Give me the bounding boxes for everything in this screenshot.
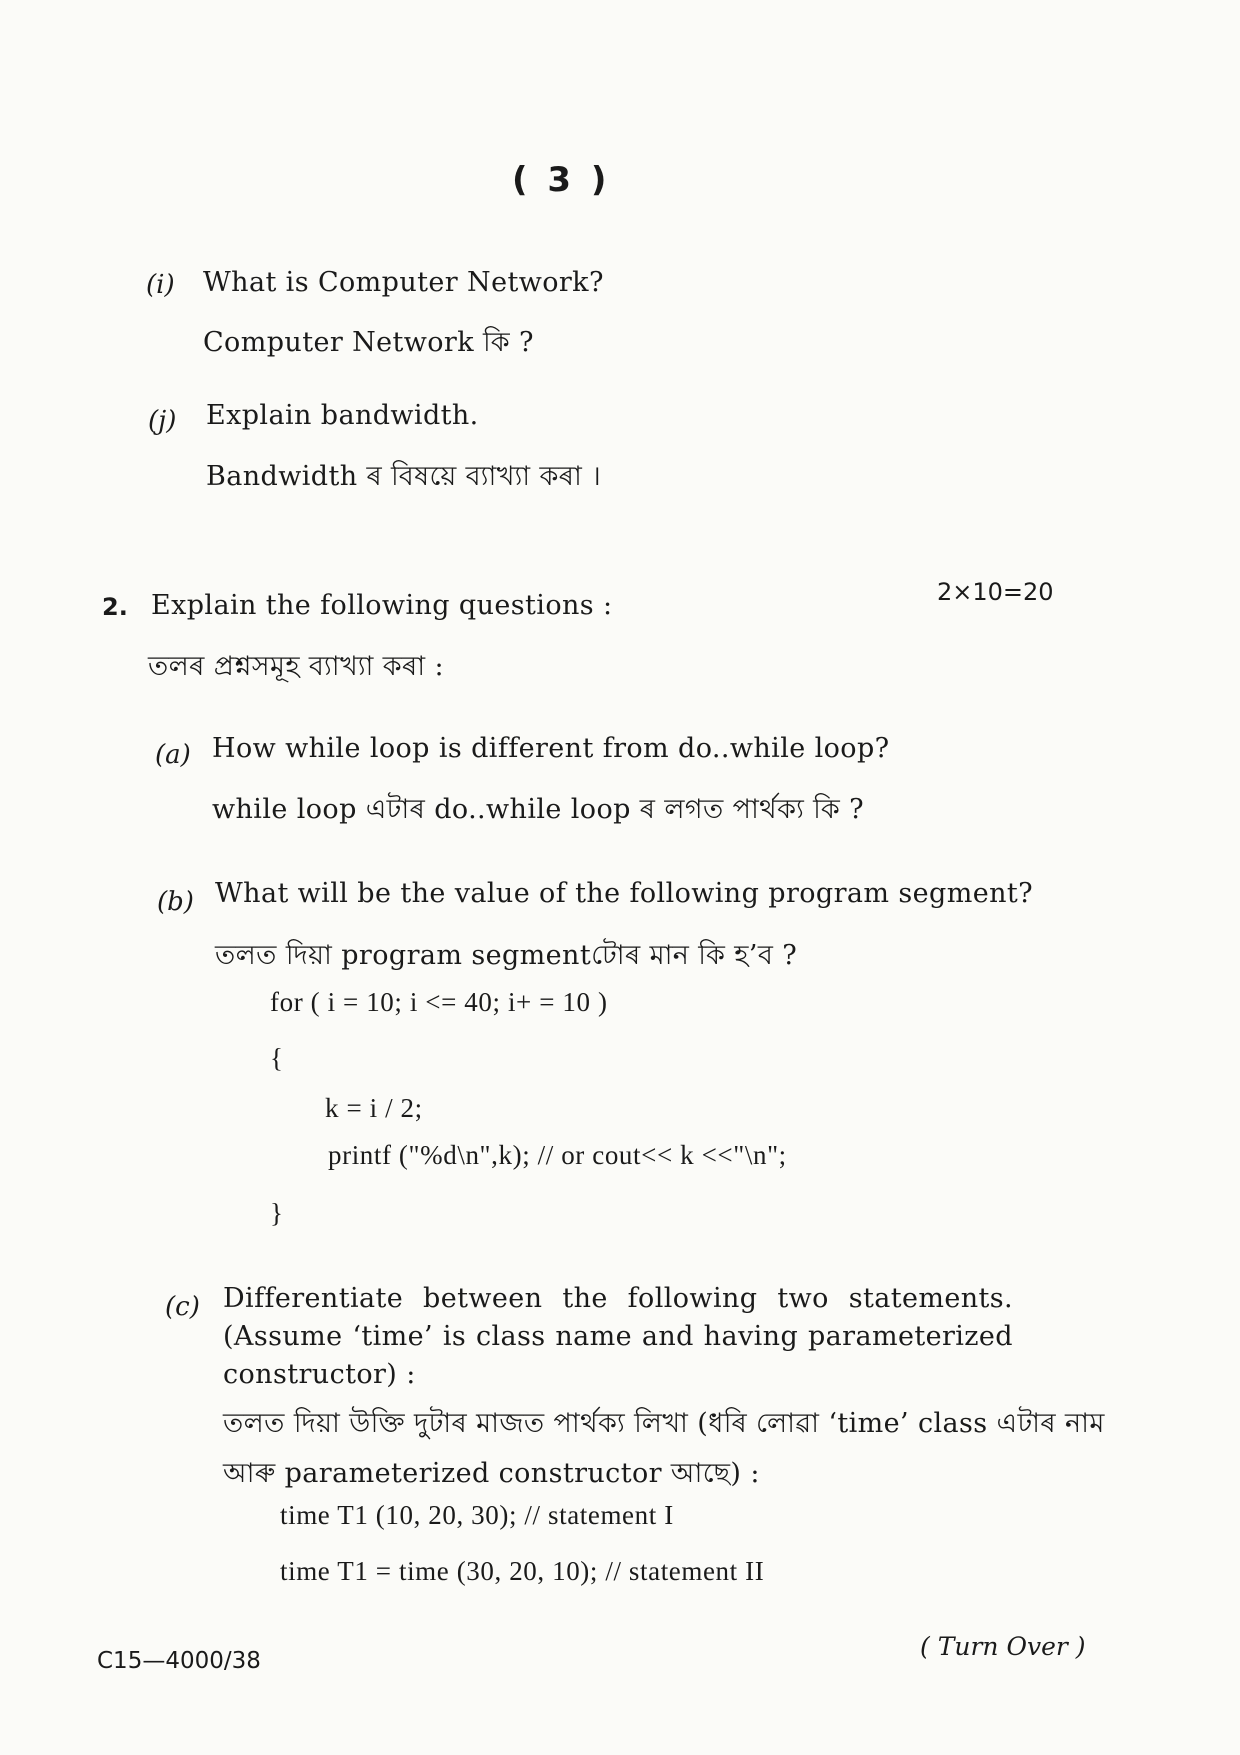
- question-number-2: 2.: [102, 593, 128, 621]
- statement-2: time T1 = time (30, 20, 10); // statement II: [280, 1556, 765, 1586]
- page-number: ( 3 ): [512, 160, 611, 200]
- question-a-assamese: while loop এটাৰ do..while loop ৰ লগত পাৰ্থক্য কি ?: [212, 794, 865, 825]
- code-line: }: [270, 1198, 284, 1228]
- code-line: k = i / 2;: [325, 1093, 423, 1123]
- question-2-title-assamese: তলৰ প্ৰশ্নসমূহ ব্যাখ্যা কৰা :: [148, 651, 444, 682]
- question-c-assamese-line-2: আৰু parameterized constructor আছে) :: [223, 1458, 760, 1489]
- question-b-assamese: তলত দিয়া program segmentটোৰ মান কি হ’ব ?: [215, 940, 798, 971]
- question-b-english: What will be the value of the following program segment?: [215, 878, 1033, 909]
- question-label-b: (b): [157, 887, 194, 917]
- statement-1: time T1 (10, 20, 30); // statement I: [280, 1500, 674, 1530]
- code-line: printf ("%d\n",k); // or cout<< k <<"\n";: [328, 1140, 787, 1170]
- question-i-assamese: Computer Network কি ?: [203, 327, 534, 358]
- question-label-i: (i): [146, 270, 175, 300]
- question-label-a: (a): [155, 740, 191, 770]
- code-line: for ( i = 10; i <= 40; i+ = 10 ): [270, 987, 608, 1017]
- question-label-j: (j): [148, 406, 177, 436]
- question-c-english: Differentiate between the following two statements. (Assume ‘time’ is class name and having parameterized constructor) :: [223, 1283, 1013, 1390]
- question-j-english: Explain bandwidth.: [206, 400, 479, 431]
- question-label-c: (c): [165, 1292, 200, 1322]
- code-line: {: [270, 1043, 284, 1073]
- marks: 2×10=20: [937, 578, 1054, 606]
- question-a-english: How while loop is different from do..while loop?: [212, 733, 890, 764]
- question-j-assamese: Bandwidth ৰ বিষয়ে ব্যাখ্যা কৰা ।: [206, 461, 602, 492]
- question-i-english: What is Computer Network?: [203, 267, 604, 298]
- turn-over: ( Turn Over ): [920, 1632, 1086, 1661]
- question-c-assamese-line-1: তলত দিয়া উক্তি দুটাৰ মাজত পাৰ্থক্য লিখা (ধৰি লোৱা ‘time’ class এটাৰ নাম: [223, 1408, 1105, 1439]
- paper-code: C15—4000/38: [97, 1648, 261, 1674]
- question-2-title: Explain the following questions :: [151, 590, 613, 621]
